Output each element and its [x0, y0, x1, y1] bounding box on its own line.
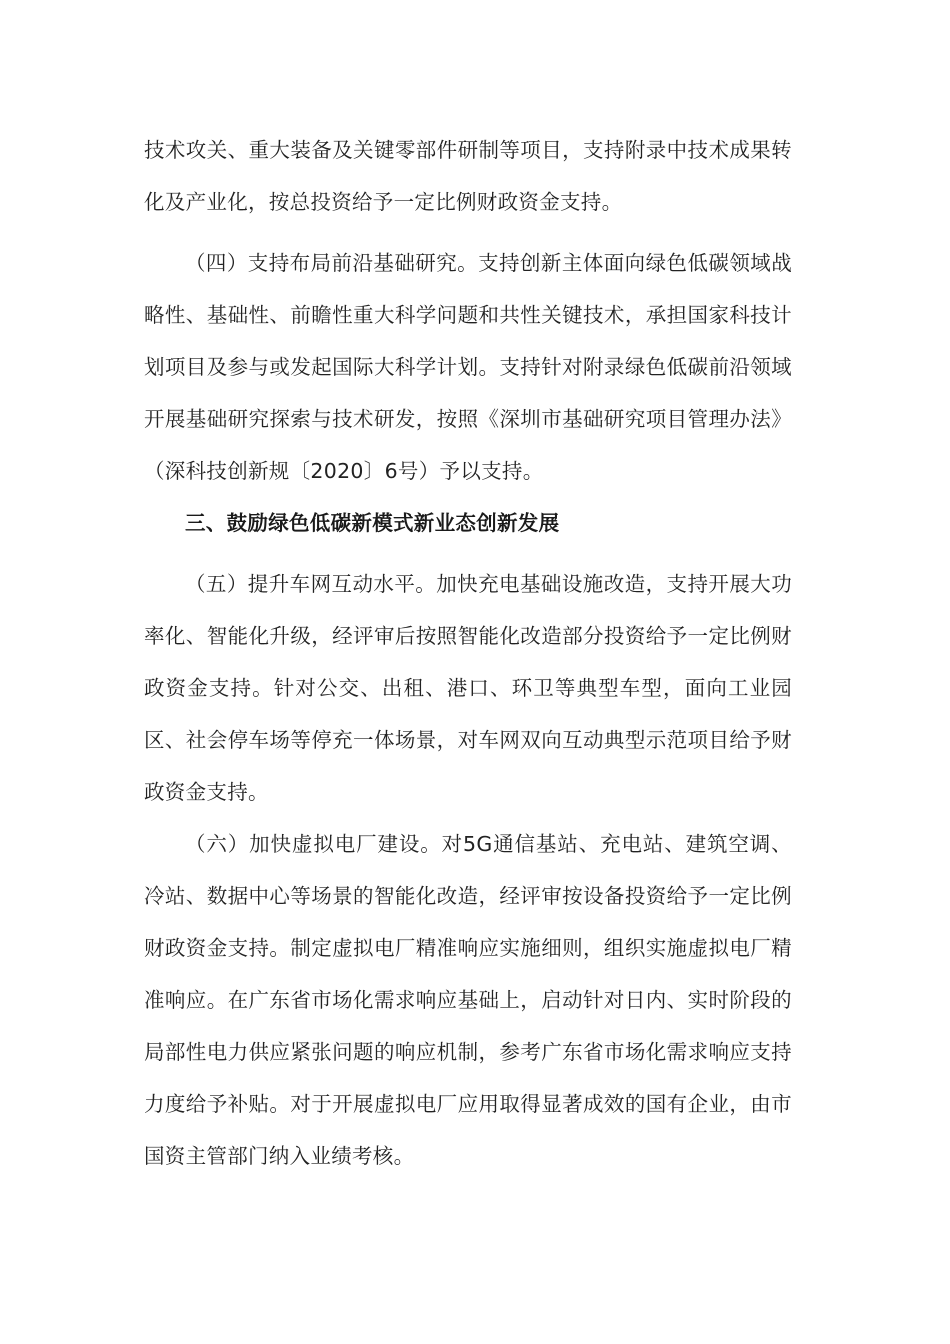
- paragraph-section-five: （五）提升车网互动水平。加快充电基础设施改造，支持开展大功率化、智能化升级，经评审后按照智能化改造部分投资给予一定比例财政资金支持。针对公交、出租、港口、环卫等典型车型，面向工业园区、社会停车场等停充一体场景，对车网双向互动典型示范项目给予财政资金支持。: [144, 572, 792, 804]
- paragraph-continuation: 技术攻关、重大装备及关键零部件研制等项目，支持附录中技术成果转化及产业化，按总投资给予一定比例财政资金支持。: [144, 138, 792, 214]
- paragraph-section-four: （四）支持布局前沿基础研究。支持创新主体面向绿色低碳领域战略性、基础性、前瞻性重大科学问题和共性关键技术，承担国家科技计划项目及参与或发起国际大科学计划。支持针对附录绿色低碳前沿领域开展基础研究探索与技术研发，按照《深圳市基础研究项目管理办法》（深科技创新规〔2020〕6号）予以支持。: [144, 251, 792, 483]
- paragraph-section-six: （六）加快虚拟电厂建设。对5G通信基站、充电站、建筑空调、冷站、数据中心等场景的智能化改造，经评审按设备投资给予一定比例财政资金支持。制定虚拟电厂精准响应实施细则，组织实施虚拟电厂精准响应。在广东省市场化需求响应基础上，启动针对日内、实时阶段的局部性电力供应紧张问题的响应机制，参考广东省市场化需求响应支持力度给予补贴。对于开展虚拟电厂应用取得显著成效的国有企业，由市国资主管部门纳入业绩考核。: [144, 832, 792, 1168]
- section-heading-three: 三、鼓励绿色低碳新模式新业态创新发展: [185, 511, 560, 535]
